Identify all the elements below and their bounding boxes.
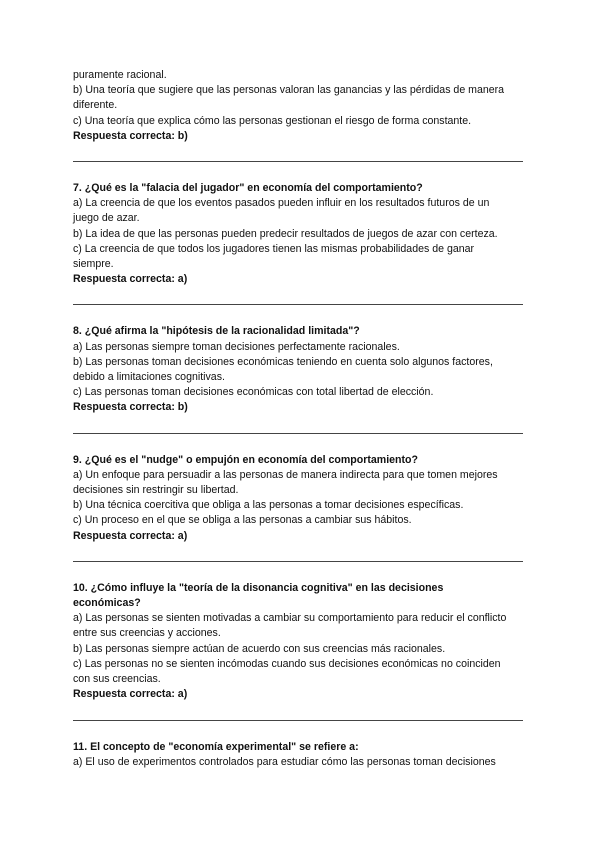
question-7: [73, 181, 528, 287]
option-line: a) La creencia de que los eventos pasados pueden influir en los resultados futuros de un: [73, 197, 490, 210]
question-8: [73, 324, 528, 415]
question-11: [73, 740, 528, 770]
option-line: diferente.: [73, 99, 118, 112]
option-line: c) Una teoría que explica cómo las personas gestionan el riesgo de forma constante.: [73, 114, 472, 127]
correct-answer: Respuesta correcta: a): [73, 529, 188, 542]
horizontal-divider: [73, 304, 523, 305]
option-line: a) Las personas se sienten motivadas a cambiar su comportamiento para reducir el conflicto: [73, 612, 507, 625]
question-9: [73, 453, 528, 544]
question-title: 11. El concepto de "economía experimental" se refiere a:: [73, 740, 359, 753]
document-content: [73, 68, 528, 770]
option-line: decisiones sin restringir su libertad.: [73, 484, 239, 497]
correct-answer: Respuesta correcta: a): [73, 688, 188, 701]
option-line: con sus creencias.: [73, 673, 161, 686]
option-line: c) Las personas no se sienten incómodas cuando sus decisiones económicas no coinciden: [73, 657, 501, 670]
option-line: b) La idea de que las personas pueden predecir resultados de juegos de azar con certeza.: [73, 227, 498, 240]
question-6-continuation: [73, 68, 528, 144]
question-title: 8. ¿Qué afirma la "hipótesis de la racionalidad limitada"?: [73, 325, 360, 338]
correct-answer: Respuesta correcta: b): [73, 401, 188, 414]
option-line: b) Las personas toman decisiones económicas teniendo en cuenta solo algunos factores,: [73, 355, 493, 368]
question-title: económicas?: [73, 597, 141, 610]
option-line: a) El uso de experimentos controlados para estudiar cómo las personas toman decisiones: [73, 755, 496, 768]
option-line: debido a limitaciones cognitivas.: [73, 371, 225, 384]
option-line: c) La creencia de que todos los jugadores tienen las mismas probabilidades de ganar: [73, 242, 475, 255]
option-line: c) Las personas toman decisiones económicas con total libertad de elección.: [73, 386, 434, 399]
correct-answer: Respuesta correcta: b): [73, 129, 188, 142]
question-title: 9. ¿Qué es el "nudge" o empujón en economía del comportamiento?: [73, 453, 418, 466]
horizontal-divider: [73, 161, 523, 162]
correct-answer: Respuesta correcta: a): [73, 273, 188, 286]
option-line: b) Las personas siempre actúan de acuerdo con sus creencias más racionales.: [73, 642, 446, 655]
option-line: entre sus creencias y acciones.: [73, 627, 221, 640]
option-line: a) Un enfoque para persuadir a las personas de manera indirecta para que tomen mejores: [73, 468, 498, 481]
horizontal-divider: [73, 720, 523, 721]
question-title: 7. ¿Qué es la "falacia del jugador" en economía del comportamiento?: [73, 182, 423, 195]
horizontal-divider: [73, 561, 523, 562]
question-10: [73, 581, 528, 703]
option-line: b) Una teoría que sugiere que las personas valoran las ganancias y las pérdidas de manera: [73, 84, 505, 97]
option-line: juego de azar.: [73, 212, 140, 225]
question-title: 10. ¿Cómo influye la "teoría de la disonancia cognitiva" en las decisiones: [73, 581, 444, 594]
option-line: a) Las personas siempre toman decisiones perfectamente racionales.: [73, 340, 400, 353]
option-line: puramente racional.: [73, 69, 167, 81]
horizontal-divider: [73, 433, 523, 434]
option-line: siempre.: [73, 258, 114, 271]
option-line: c) Un proceso en el que se obliga a las personas a cambiar sus hábitos.: [73, 514, 412, 527]
option-line: b) Una técnica coercitiva que obliga a las personas a tomar decisiones específicas.: [73, 499, 464, 512]
